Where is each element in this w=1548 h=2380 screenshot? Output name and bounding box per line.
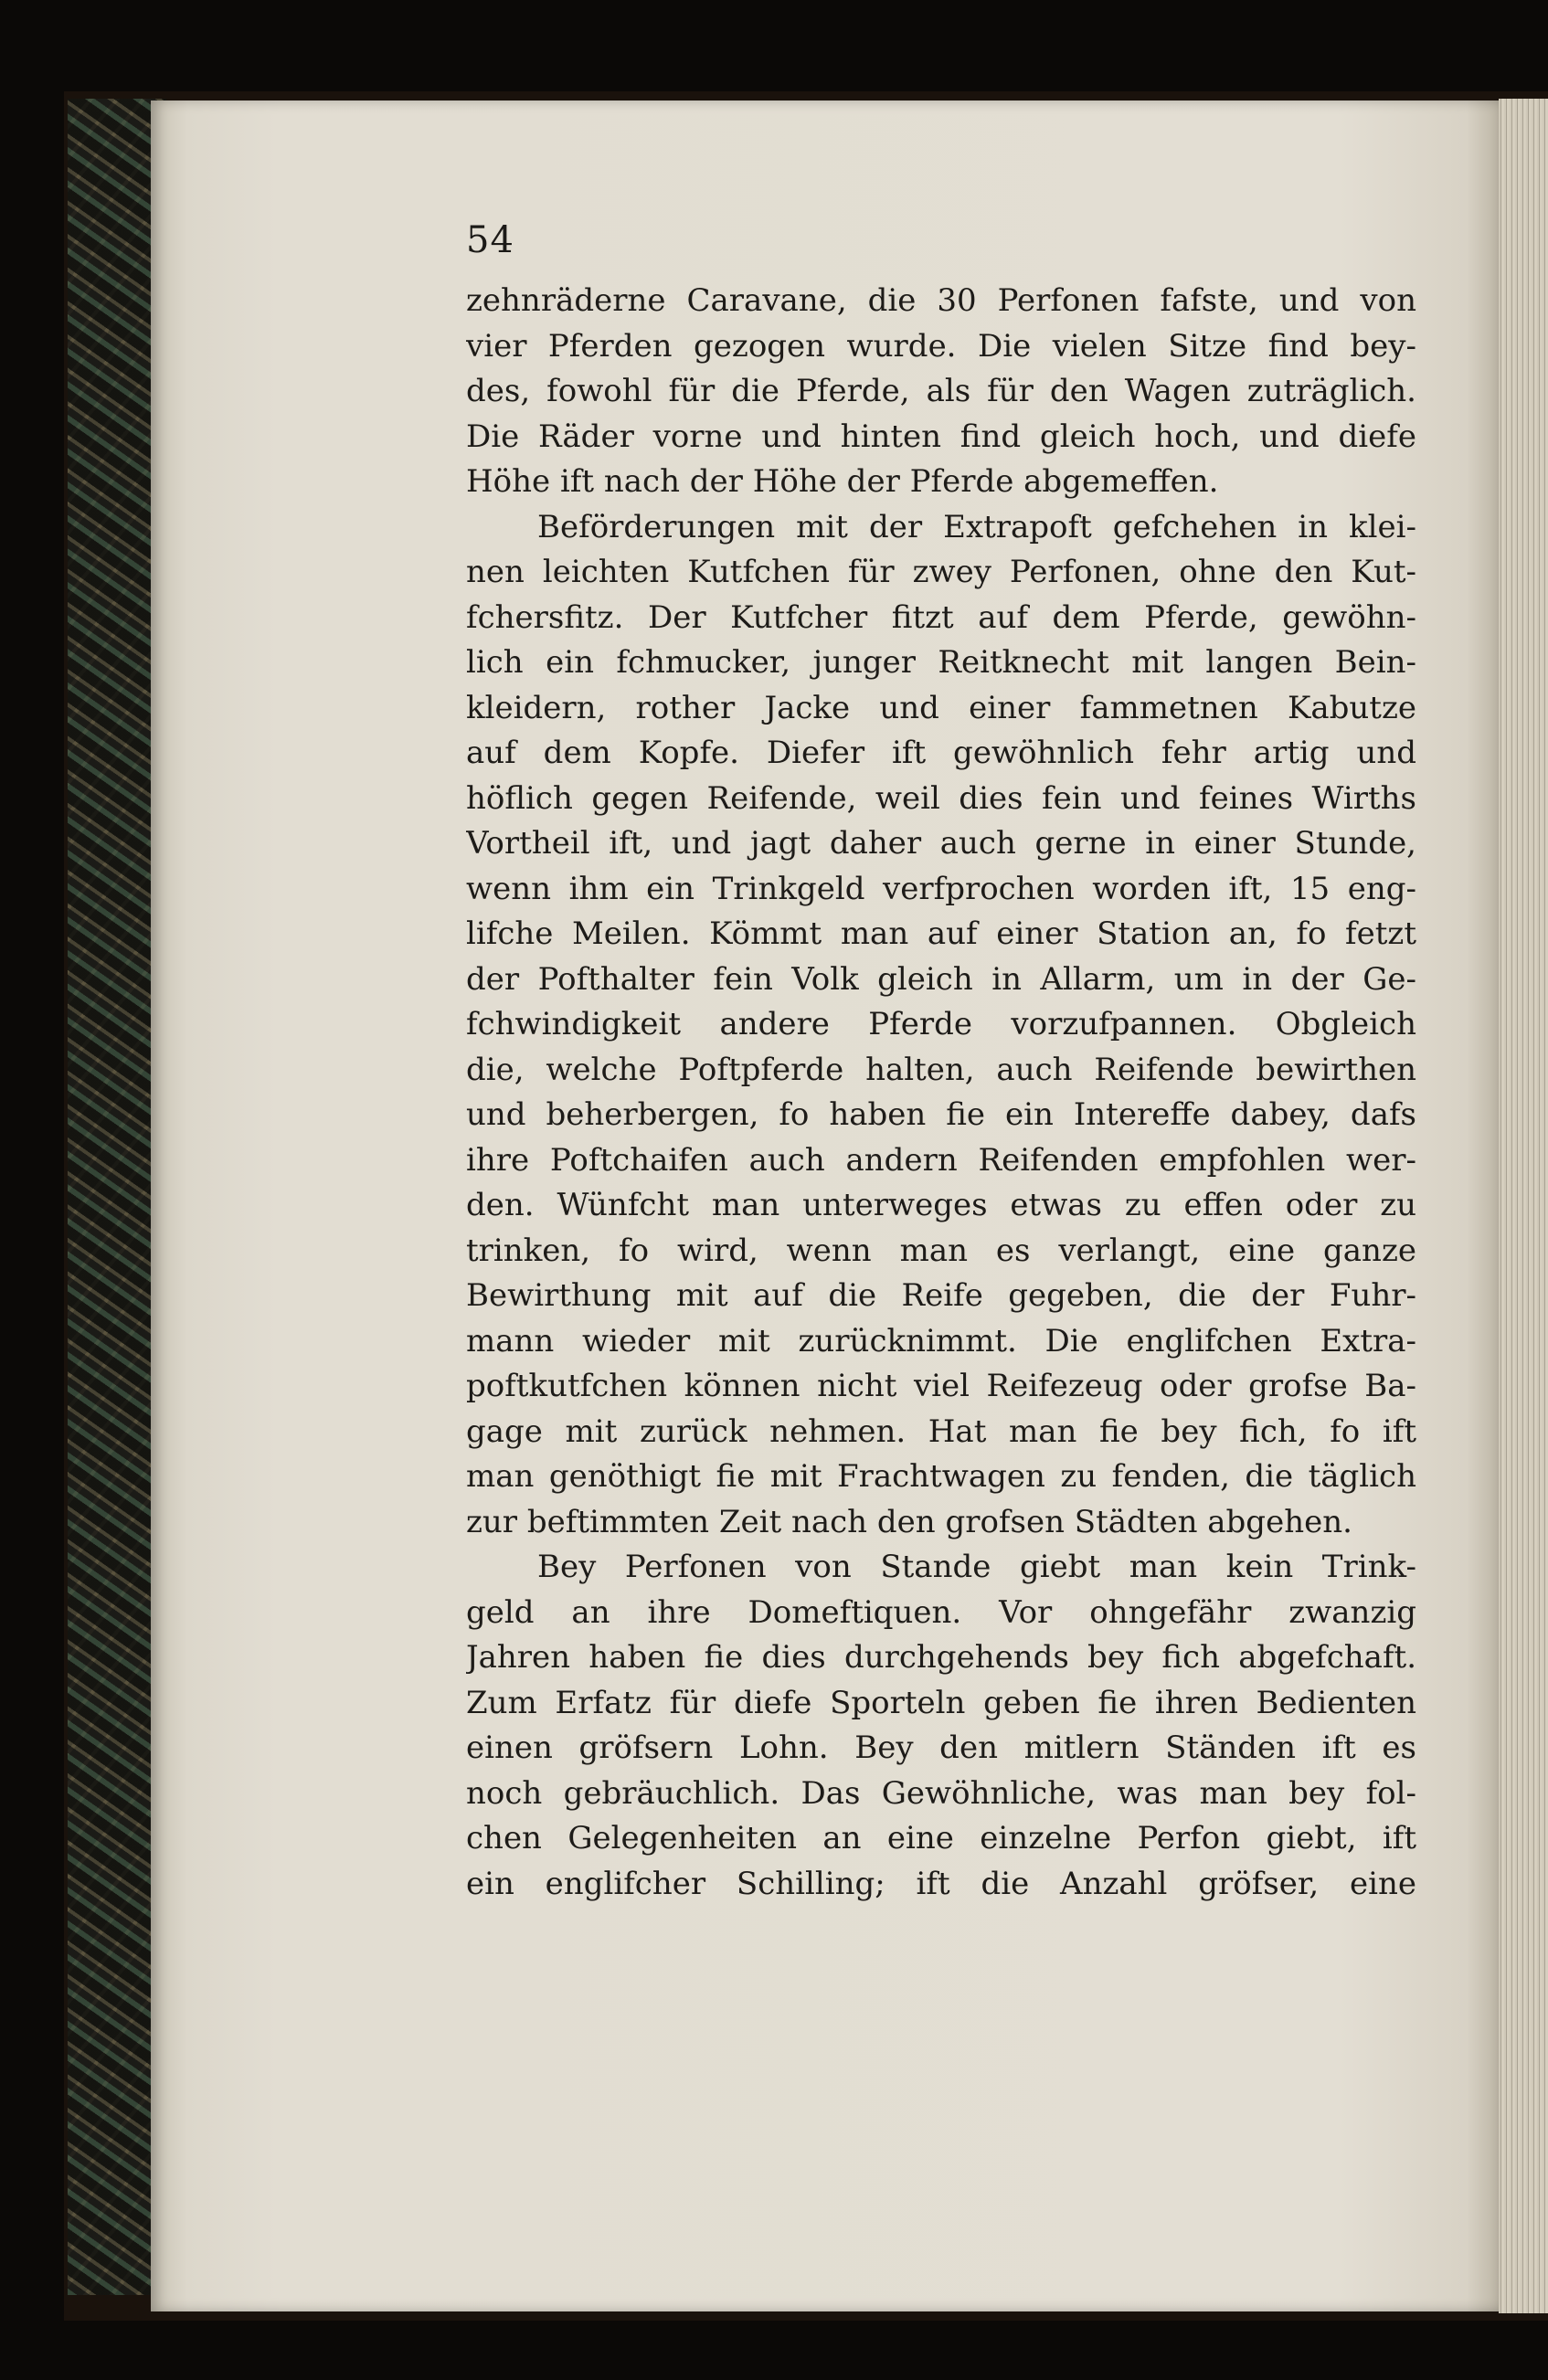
text-line: vier Pferden gezogen wurde. Die vielen Sitze find bey- <box>466 327 1416 365</box>
text-line: chen Gelegenheiten an eine einzelne Perfon giebt, ift <box>466 1820 1416 1856</box>
text-line: fchwindigkeit andere Pferde vorzufpannen. Obgleich <box>466 1006 1416 1042</box>
text-line: Bey Perfonen von Stande giebt man kein Trink- <box>537 1549 1416 1585</box>
text-line: geld an ihre Domeftiquen. Vor ohngefähr zwanzig <box>466 1593 1416 1631</box>
text-line: des, fowohl für die Pferde, als für den Wagen zuträglich. <box>466 373 1416 409</box>
text-line: und beherbergen, fo haben fie ein Intereffe dabey, dafs <box>466 1096 1416 1133</box>
text-line: zehnräderne Caravane, die 30 Perfonen fafste, und von <box>466 282 1416 319</box>
text-line: Zum Erfatz für diefe Sporteln geben fie ihren Bedienten <box>466 1684 1416 1721</box>
text-line: wenn ihm ein Trinkgeld verfprochen worden ift, 15 eng- <box>466 870 1416 907</box>
text-line: ein englifcher Schilling; ift die Anzahl gröfser, eine <box>466 1865 1416 1902</box>
text-line: lifche Meilen. Kömmt man auf einer Station an, fo fetzt <box>466 915 1416 952</box>
text-line: fchersfitz. Der Kutfcher fitzt auf dem Pferde, gewöhn- <box>466 598 1416 636</box>
text-line: Beförderungen mit der Extrapoft gefchehen in klei- <box>537 508 1416 545</box>
text-line: Vortheil ift, und jagt daher auch gerne in einer Stunde, <box>466 825 1416 862</box>
text-line: den. Wünfcht man unterweges etwas zu effen oder zu <box>466 1187 1416 1223</box>
text-line: poftkutfchen können nicht viel Reifezeug oder grofse Ba- <box>466 1368 1416 1404</box>
text-line: der Pofthalter fein Volk gleich in Allarm, um in der Ge- <box>466 960 1416 998</box>
text-line: einen gröfsern Lohn. Bey den mitlern Ständen ift es <box>466 1729 1416 1766</box>
text-line: noch gebräuchlich. Das Gewöhnliche, was man bey fol- <box>466 1774 1416 1812</box>
page-stack-edge <box>1499 99 1548 2313</box>
text-line: lich ein fchmucker, junger Reitknecht mit langen Bein- <box>466 644 1416 681</box>
text-line: Jahren haben fie dies durchgehends bey fich abgefchaft. <box>466 1639 1416 1676</box>
text-line: mann wieder mit zurücknimmt. Die englifchen Extra- <box>466 1322 1416 1359</box>
page-number: 54 <box>466 219 514 261</box>
text-line: auf dem Kopfe. Diefer ift gewöhnlich fehr artig und <box>466 735 1416 771</box>
text-line: nen leichten Kutfchen für zwey Perfonen, ohne den Kut- <box>466 554 1416 590</box>
text-line: zur beftimmten Zeit nach den grofsen Städten abgehen. <box>466 1503 1352 1540</box>
text-line: Die Räder vorne und hinten find gleich hoch, und diefe <box>466 418 1416 455</box>
text-line: kleidern, rother Jacke und einer fammetnen Kabutze <box>466 689 1416 726</box>
body-text <box>466 279 1416 1907</box>
text-line: ihre Poftchaifen auch andern Reifenden empfohlen wer- <box>466 1141 1416 1179</box>
text-line: trinken, fo wird, wenn man es verlangt, eine ganze <box>466 1232 1416 1269</box>
text-line: höflich gegen Reifende, weil dies fein und feines Wirths <box>466 779 1416 817</box>
text-line: gage mit zurück nehmen. Hat man fie bey fich, fo ift <box>466 1412 1416 1450</box>
text-line: die, welche Poftpferde halten, auch Reifende bewirthen <box>466 1051 1416 1088</box>
text-line: Höhe ift nach der Höhe der Pferde abgemeffen. <box>466 463 1219 500</box>
text-line: man genöthigt fie mit Frachtwagen zu fenden, die täglich <box>466 1458 1416 1495</box>
text-line: Bewirthung mit auf die Reife gegeben, die der Fuhr- <box>466 1277 1416 1314</box>
